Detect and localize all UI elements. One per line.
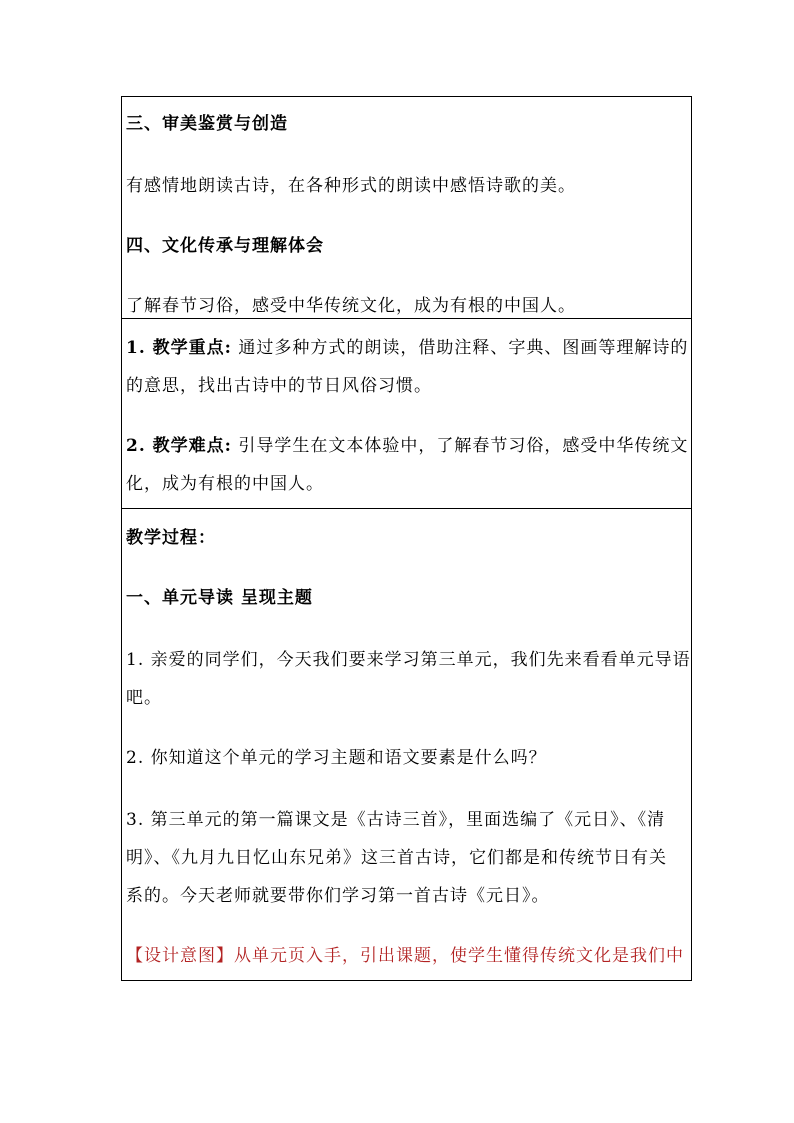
objective-text-aesthetic: 有感情地朗读古诗，在各种形式的朗读中感悟诗歌的美。: [126, 176, 576, 196]
teaching-process-cell: [122, 509, 691, 980]
lesson-plan-table: [121, 96, 692, 981]
step3-text: 3. 第三单元的第一篇课文是《古诗三首》，里面选编了《元日》、《清: [126, 810, 666, 830]
objective-text-culture: 了解春节习俗，感受中华传统文化，成为有根的中国人。: [126, 296, 576, 316]
teaching-process-heading: 教学过程：: [126, 528, 216, 548]
key-point-label: 1. 教学重点:: [126, 338, 232, 358]
key-point-text: 通过多种方式的朗读，借助注释、字典、图画等理解诗的: [231, 338, 689, 358]
key-points-cell: [122, 319, 691, 509]
unit-reading-heading: 一、单元导读 呈现主题: [126, 588, 313, 608]
design-intent-text: 【设计意图】从单元页入手，引出课题，使学生懂得传统文化是我们中: [126, 946, 684, 966]
key-point-line: [126, 333, 688, 358]
step3-text-cont1: 明》、《九月九日忆山东兄弟》这三首古诗，它们都是和传统节日有关: [126, 848, 667, 868]
key-point-text-cont: 的意思，找出古诗中的节日风俗习惯。: [126, 376, 432, 396]
step1-text-cont: 吧。: [126, 688, 162, 708]
difficulty-label: 2. 教学难点:: [126, 436, 232, 456]
objective-heading-culture: 四、文化传承与理解体会: [126, 236, 324, 256]
difficulty-text-cont: 化，成为有根的中国人。: [126, 474, 324, 494]
objectives-cell: [122, 97, 691, 319]
step1-text: 1. 亲爱的同学们，今天我们要来学习第三单元，我们先来看看单元导语: [126, 650, 691, 670]
difficulty-line: [126, 431, 688, 456]
objective-heading-aesthetic: 三、审美鉴赏与创造: [126, 114, 288, 134]
difficulty-text: 引导学生在文本体验中，了解春节习俗，感受中华传统文: [231, 436, 689, 456]
step2-text: 2. 你知道这个单元的学习主题和语文要素是什么吗？: [126, 748, 547, 768]
step3-text-cont2: 系的。今天老师就要带你们学习第一首古诗《元日》。: [126, 886, 550, 906]
